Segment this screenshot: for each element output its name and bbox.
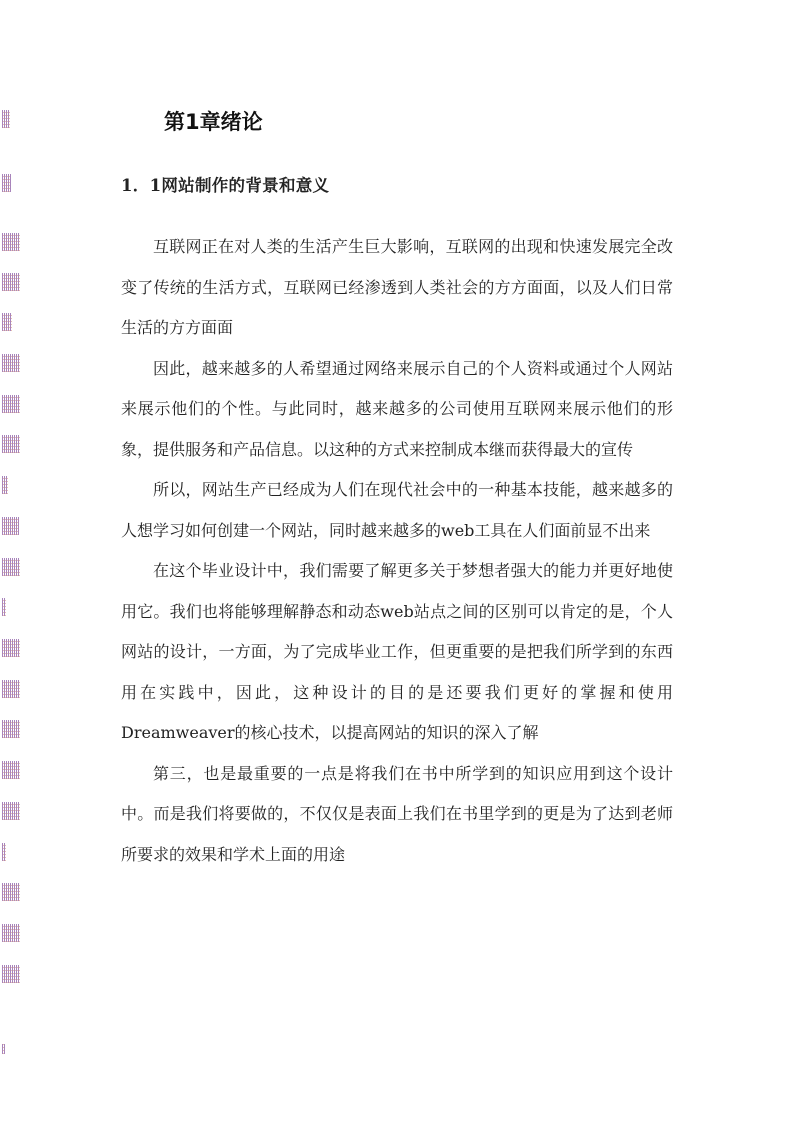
margin-mark <box>2 558 20 576</box>
margin-mark <box>2 435 20 453</box>
margin-mark <box>2 761 20 779</box>
margin-mark <box>2 639 20 657</box>
margin-mark <box>2 720 20 738</box>
margin-mark <box>2 598 6 616</box>
margin-mark <box>2 924 20 942</box>
margin-mark <box>2 476 8 494</box>
margin-mark <box>2 883 20 901</box>
margin-mark <box>2 802 20 820</box>
chapter-title: 第1章绪论 <box>164 110 263 134</box>
margin-mark <box>2 233 20 251</box>
margin-mark <box>2 354 20 372</box>
margin-mark <box>2 843 6 861</box>
paragraph: 互联网正在对人类的生活产生巨大影响，互联网的出现和快速发展完全改变了传统的生活方式，互联网已经渗透到人类社会的方方面面，以及人们日常生活的方方面面 <box>121 237 673 337</box>
section-title: 1．1网站制作的背景和意义 <box>121 176 330 195</box>
margin-mark <box>2 965 20 983</box>
margin-mark <box>2 1044 5 1054</box>
margin-mark <box>2 517 19 535</box>
paragraph: 所以，网站生产已经成为人们在现代社会中的一种基本技能，越来越多的人想学习如何创建一个网站，同时越来越多的web工具在人们面前显不出来 <box>121 480 673 540</box>
margin-mark <box>2 174 11 192</box>
margin-mark <box>2 395 20 413</box>
paragraph: 因此，越来越多的人希望通过网络来展示自己的个人资料或通过个人网站来展示他们的个性。与此同时，越来越多的公司使用互联网来展示他们的形象，提供服务和产品信息。以这种的方式来控制成本继而获得最大的宣传 <box>121 358 673 459</box>
margin-mark <box>2 680 20 698</box>
margin-mark <box>2 110 10 128</box>
margin-scan-artifacts <box>2 0 24 1123</box>
margin-mark <box>2 313 12 331</box>
margin-mark <box>2 273 20 291</box>
paragraph: 第三，也是最重要的一点是将我们在书中所学到的知识应用到这个设计中。而是我们将要做的，不仅仅是表面上我们在书里学到的更是为了达到老师所要求的效果和学术上面的用途 <box>121 763 673 864</box>
body-text <box>121 227 673 875</box>
paragraph: 在这个毕业设计中，我们需要了解更多关于梦想者强大的能力并更好地使用它。我们也将能够理解静态和动态web站点之间的区别可以肯定的是，个人网站的设计，一方面，为了完成毕业工作，但更重要的是把我们所学到的东西用在实践中，因此，这种设计的目的是还要我们更好的掌握和使用Dreamweaver的核心技术，以提高网站的知识的深入了解 <box>121 561 673 742</box>
